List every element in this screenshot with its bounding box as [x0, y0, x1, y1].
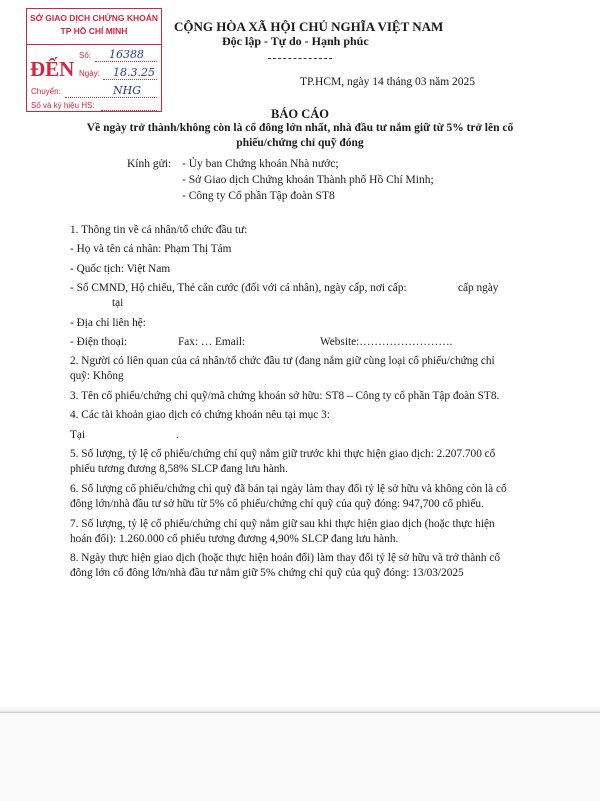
investor-address: - Địa chỉ liên hệ:: [70, 317, 146, 329]
stamp-so-value: 16388: [109, 48, 144, 61]
section-2-line1: 2. Người có liên quan của cá nhân/tổ chức đầu tư (đang nắm giữ cùng loại cổ phiếu/chứng chỉ: [70, 355, 495, 367]
stamp-chuyen-dots: [65, 97, 157, 98]
stamp-chuyen-value: NHG: [113, 84, 142, 97]
investor-id-place: tại: [112, 297, 124, 309]
section-6-line2: đông lớn/nhà đầu tư sở hữu từ 5% cổ phiếu/chứng chỉ quỹ của quỹ đóng: 947,700 cổ phiếu.: [70, 498, 484, 510]
investor-phone: - Điện thoại:: [70, 336, 128, 348]
document-subtitle-line2: phiếu/chứng chỉ quỹ đóng: [236, 137, 364, 149]
investor-id-line: - Số CMND, Hộ chiếu, Thẻ căn cước (đối với cá nhân), ngày cấp, nơi cấp:: [70, 282, 407, 294]
stamp-den: ĐẾN: [30, 57, 75, 81]
section-7-line2: hoán đổi): 1.260.000 cổ phiếu tương đương 4,90% SLCP đang lưu hành.: [70, 533, 399, 545]
stamp-chuyen-label: Chuyển:: [31, 87, 61, 96]
section-1-title: 1. Thông tin về cá nhân/tổ chức đầu tư:: [70, 224, 248, 236]
recipient-item: - Công ty Cổ phần Tập đoàn ST8: [182, 190, 335, 202]
section-4: 4. Các tài khoản giao dịch có chứng khoán nêu tại mục 3:: [70, 409, 330, 421]
stamp-so-label: Số:: [79, 51, 92, 60]
investor-nationality: - Quốc tịch: Việt Nam: [70, 263, 171, 275]
stamp-ngay-value: 18.3.25: [113, 66, 155, 79]
section-4-tai: Tại: [70, 429, 86, 441]
section-8-line2: đông lớn cổ đông lớn/nhà đầu tư nắm giữ 5% chứng chỉ quỹ của quỹ đóng: 13/03/2025: [70, 567, 464, 579]
section-5-line2: phiếu tương đương 8,58% SLCP đang lưu hành.: [70, 463, 288, 475]
investor-id-issue-date: cấp ngày: [458, 282, 499, 294]
stamp-so-dots: [95, 61, 157, 62]
blank-next-page: [0, 712, 600, 801]
investor-website: Website:…………………….: [320, 336, 453, 348]
recipient-item: - Ủy ban Chứng khoán Nhà nước;: [182, 158, 339, 170]
document-title: BÁO CÁO: [271, 107, 329, 121]
recipients-label: Kính gửi:: [127, 158, 172, 170]
section-4-dot: .: [176, 429, 179, 441]
stamp-ngay-label: Ngày:: [79, 69, 100, 78]
section-7-line1: 7. Số lượng, tỷ lệ cổ phiếu/chứng chỉ quỹ nắm giữ sau khi thực hiện giao dịch (hoặc thực hiện: [70, 518, 495, 530]
section-2-line2: quỹ: Không: [70, 370, 124, 382]
investor-fax-email: Fax: … Email:: [178, 336, 246, 348]
header-rule: [268, 58, 332, 59]
recipient-item: - Sở Giao dịch Chứng khoán Thành phố Hồ Chí Minh;: [182, 174, 434, 186]
investor-name: - Họ và tên cá nhân: Phạm Thị Tám: [70, 243, 232, 255]
section-5-line1: 5. Số lượng, tỷ lệ cổ phiếu/chứng chỉ quỹ nắm giữ trước khi thực hiện giao dịch: 2.207.700 cổ: [70, 448, 496, 460]
stamp-ky-hieu-label: Số và ký hiệu HS:: [31, 101, 95, 110]
stamp-ngay-dots: [103, 79, 157, 80]
motto: Độc lập - Tự do - Hạnh phúc: [222, 34, 369, 48]
section-8-line1: 8. Ngày thực hiện giao dịch (hoặc thực hiện hoán đổi) làm thay đổi tỷ lệ sở hữu và trở thành cổ: [70, 552, 500, 564]
document-subtitle-line1: Về ngày trở thành/không còn là cổ đông lớn nhất, nhà đầu tư nắm giữ từ 5% trở lên cổ: [86, 122, 514, 134]
reception-stamp: [26, 8, 162, 112]
section-3: 3. Tên cổ phiếu/chứng chỉ quỹ/mã chứng khoán sở hữu: ST8 – Công ty cổ phần Tập đoàn ST8.: [70, 390, 500, 402]
stamp-divider: [27, 44, 161, 45]
stamp-org-line2: TP HỒ CHÍ MINH: [60, 26, 128, 36]
date-line: TP.HCM, ngày 14 tháng 03 năm 2025: [300, 76, 476, 88]
stamp-org-line1: SỞ GIAO DỊCH CHỨNG KHOÁN: [29, 13, 159, 23]
section-6-line1: 6. Số lượng cổ phiếu/chứng chỉ quỹ đã bán tại ngày làm thay đổi tỷ lệ sở hữu và không còn là cổ: [70, 483, 507, 495]
nation-title: CỘNG HÒA XÃ HỘI CHỦ NGHĨA VIỆT NAM: [174, 19, 444, 34]
